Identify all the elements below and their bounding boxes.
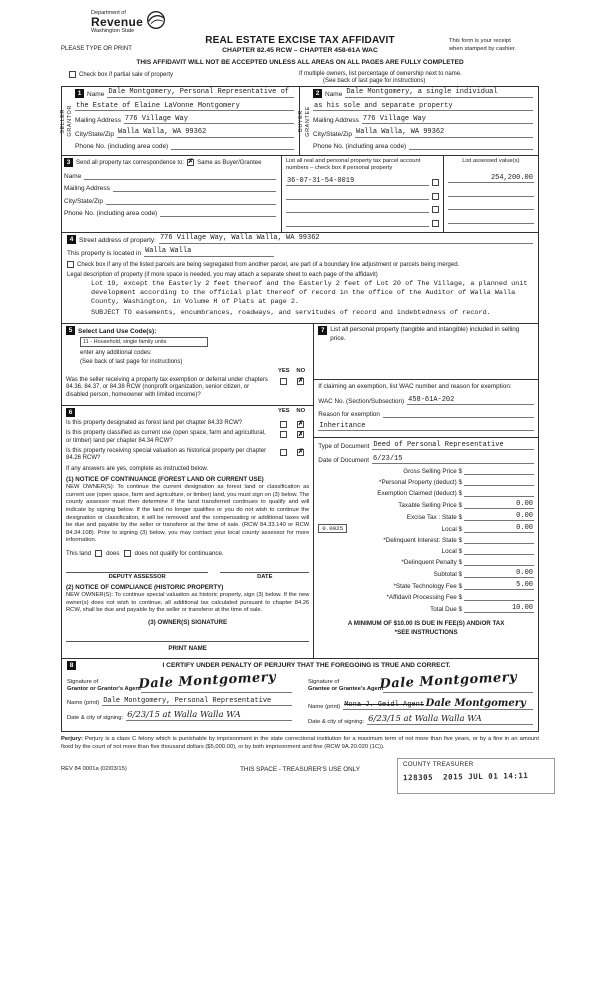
excise-tax-state-row	[318, 512, 534, 521]
tax-computation-area	[314, 438, 538, 658]
reason-exemption-label: Reason for exemption	[318, 410, 380, 418]
seller-vertical-text: SELLER	[60, 108, 67, 134]
affidavit-processing-fee-value	[464, 593, 534, 601]
buyer-grantee-vertical-label	[300, 87, 311, 155]
same-as-buyer-label: Same as Buyer/Grantee	[197, 159, 262, 166]
section-1-badge: 1	[75, 89, 84, 98]
partial-sale-checkbox	[69, 71, 76, 78]
parcel-4-blank	[286, 219, 429, 227]
grantor-signature-of-label: Signature of	[67, 678, 99, 685]
exemption-claimed-label: Exemption Claimed (deduct) $	[377, 489, 462, 497]
land-qualify-line	[66, 550, 309, 557]
form-footer	[61, 762, 539, 808]
subtotal-row	[318, 569, 534, 578]
dor-swoosh-icon	[146, 10, 166, 30]
state-technology-fee-label: *State Technology Fee $	[393, 582, 462, 590]
partial-sale-row	[69, 71, 173, 78]
reason-exemption-value: Inheritance	[318, 422, 534, 431]
buyer-phone-blank	[409, 142, 533, 150]
grantor-agent-label: Grantor or Grantor's Agent	[67, 685, 141, 692]
grantee-name-handwritten: Dale Montgomery	[425, 697, 526, 709]
parcel-3-personal-checkbox	[432, 206, 439, 213]
historic-yes-checkbox	[280, 449, 287, 456]
grantor-signature-labels	[67, 679, 141, 693]
minimum-due-note: A MINIMUM OF $10.00 IS DUE IN FEE(S) AND/OR TAX	[347, 619, 505, 627]
seller-mailing-label: Mailing Address	[75, 117, 121, 125]
exemption-deferral-question-text: Was the seller receiving a property tax exemption or deferral under chapters 84.36, 84.37, or 84.38 RCW (nonprofit organization, senior citizen, or disabled person, homeowner with limited income)?	[66, 376, 268, 398]
delinquent-interest-local-row	[318, 547, 534, 555]
seller-name-value-line1: Dale Montgomery, Personal Representative of	[107, 89, 294, 98]
excise-tax-state-label: Excise Tax : State $	[406, 513, 462, 521]
see-back-note: (See back of last page for instructions)	[323, 78, 426, 84]
buyer-name-label: Name	[325, 91, 343, 98]
correspondence-name-blank	[84, 172, 276, 180]
excise-tax-local-label: Local $	[441, 525, 462, 533]
section5-q1-no-checkbox: ✗	[298, 377, 304, 385]
logo-department-of: Department of	[91, 10, 126, 16]
rev-form-number: REV 84 0001a (02/03/15)	[61, 765, 127, 772]
correspondence-mailing-blank	[113, 184, 276, 192]
excise-tax-local-row	[318, 524, 534, 533]
affidavit-form	[61, 8, 539, 808]
exemption-claimed-row	[318, 489, 534, 497]
buyer-citystatezip-value: Walla Walla, WA 99362	[355, 129, 533, 138]
personal-property-area	[314, 324, 538, 380]
local-rate-box: 0.0025	[318, 524, 347, 533]
section-7-badge: 7	[318, 326, 327, 335]
assessed-value-1: 254,200.00	[448, 174, 534, 183]
does-checkbox	[95, 550, 102, 557]
send-correspondence-label: Send all property tax correspondence to:	[76, 159, 185, 166]
street-address-value: 776 Village Way, Walla Walla, WA 99362	[159, 235, 533, 244]
forest-land-no-checkbox: ✗	[298, 420, 304, 428]
wac-number-label: WAC No. (Section/Subsection)	[318, 398, 405, 406]
date-of-document-label: Date of Document	[318, 456, 370, 464]
correspondence-mailing-label: Mailing Address	[64, 185, 110, 193]
gross-selling-price-row	[318, 467, 534, 475]
historic-property-question	[66, 448, 309, 463]
property-located-value: Walla Walla	[144, 248, 274, 257]
buyer-name-value-line2: as his sole and separate property	[313, 103, 533, 112]
chapter-subtitle: CHAPTER 82.45 RCW – CHAPTER 458-61A WAC	[222, 47, 378, 54]
county-treasurer-box	[397, 758, 555, 794]
grantee-signature-labels	[308, 679, 383, 693]
section-buyer	[300, 87, 538, 155]
parcel-1-personal-checkbox	[432, 179, 439, 186]
grantor-signature-block	[67, 669, 292, 725]
section6-no-header: NO	[296, 408, 306, 415]
treasurer-date-stamp: 128305 2015 JUL 01 14:11	[402, 770, 529, 782]
seller-citystatezip-value: Walla Walla, WA 99362	[117, 129, 294, 138]
current-use-question-text: Is this property classified as current use (open space, farm and agricultural, or timber) land per chapter 84.34 RCW?	[66, 430, 266, 444]
seller-buyer-row	[61, 86, 539, 156]
parcel-numbers-header: List all real and personal property tax parcel account numbers – check box if personal property	[285, 158, 421, 172]
segregated-label: Check box if any of the listed parcels are being segregated from another parcel, are part of a boundary line adjustment or parcels being merged.	[77, 261, 460, 268]
correspondence-citystatezip-blank	[106, 197, 276, 205]
owners-signature-line	[66, 641, 309, 642]
form-header	[61, 8, 539, 86]
gross-selling-price-value	[464, 467, 534, 475]
grantee-vertical-text: GRANTEE	[305, 105, 311, 137]
section-7-column	[314, 324, 538, 658]
legal-description-subject-to: SUBJECT TO easements, encumbrances, roadways, and servitudes of record and indebtedness of record.	[91, 308, 491, 317]
notice-compliance-paragraph: NEW OWNER(S): To continue special valuation as historic property, sign (3) below. If the new owner(s) does not wish to continue, all additional tax calculated pursuant to chapter 84.26 RCW, shall be due and payable by the seller or transferor at the time of sale.	[66, 592, 310, 614]
correspondence-phone-label: Phone No. (including area code)	[64, 210, 158, 218]
gross-selling-price-label: Gross Selling Price $	[403, 467, 462, 475]
total-due-label: Total Due $	[430, 605, 462, 613]
correspondence-name-label: Name	[64, 172, 82, 180]
county-treasurer-label: COUNTY TREASURER	[403, 760, 474, 768]
does-label: does	[106, 550, 120, 558]
grantor-signature-scrawl: Dale Montgomery	[138, 669, 277, 693]
grantee-signature-block	[308, 669, 533, 726]
buyer-citystatezip-label: City/State/Zip	[313, 130, 353, 138]
additional-codes-label: enter any additional codes:	[80, 350, 152, 357]
deputy-assessor-signature-lines	[66, 572, 309, 573]
buyer-vertical-text: BUYER	[298, 110, 305, 132]
type-of-document-label: Type of Document	[318, 443, 370, 451]
current-use-question	[66, 430, 309, 445]
grantor-date-city-value: 6/23/15 at Walla Walla WA	[126, 711, 292, 721]
type-of-document-value: Deed of Personal Representative	[372, 441, 534, 450]
seller-citystatezip-label: City/State/Zip	[75, 130, 115, 138]
section-2-badge: 2	[313, 89, 322, 98]
section5-q1-yes-checkbox	[280, 378, 287, 385]
section-8-badge: 8	[67, 661, 76, 670]
grantee-agent-label: Grantee or Grantee's Agent	[308, 685, 384, 692]
section5-no-header: NO	[296, 368, 306, 375]
current-use-no-checkbox: ✗	[298, 430, 304, 438]
personal-property-deduct-label: *Personal Property (deduct) $	[379, 478, 462, 486]
delinquent-interest-state-label: *Delinquent Interest: State $	[383, 536, 462, 544]
tax-correspondence-column	[62, 156, 281, 232]
same-as-buyer-checkbox: ✗	[187, 158, 194, 166]
answers-yes-note: If any answers are yes, complete as instructed below.	[66, 465, 209, 472]
correspondence-citystatezip-label: City/State/Zip	[64, 197, 104, 205]
forest-land-question	[66, 420, 309, 428]
deputy-assessor-label: DEPUTY ASSESSOR	[108, 574, 166, 581]
historic-no-checkbox: ✗	[298, 448, 304, 456]
section6-yes-no-header	[275, 408, 309, 414]
section-6-designations	[62, 406, 313, 658]
delinquent-interest-local-label: Local $	[441, 547, 462, 555]
subtotal-label: Subtotal $	[433, 570, 462, 578]
exemption-note: If claiming an exemption, list WAC number and reason for exemption:	[318, 383, 512, 391]
affidavit-processing-fee-label: *Affidavit Processing Fee $	[386, 593, 462, 601]
state-technology-fee-value: 5.00	[464, 581, 534, 590]
subtotal-value: 0.00	[464, 569, 534, 578]
personal-property-deduct-row	[318, 478, 534, 486]
land-use-code-box: 11 - Household, single family units	[80, 337, 208, 347]
logo-washington-state: Washington State	[91, 28, 135, 34]
seller-name-value-line2: the Estate of Elaine LaVonne Montgomery	[75, 103, 294, 112]
completion-warning: THIS AFFIDAVIT WILL NOT BE ACCEPTED UNLESS ALL AREAS ON ALL PAGES ARE FULLY COMPLETED	[136, 59, 464, 66]
property-located-label: This property is located in	[67, 250, 142, 258]
perjury-text: Perjury is a class C felony which is punishable by imprisonment in the state correctional institution for a maximum term of not more than five years, or by a fine in an amount fixed by the court of not more than five thousand dollars ($5,000.00), or by both imprisonment and fine (RCW 9A.20.020 (1C)).	[61, 736, 539, 750]
delinquent-interest-state-row	[318, 536, 534, 544]
multiple-owners-note: If multiple owners, list percentage of ownership next to name.	[299, 71, 462, 77]
section-6-badge: 6	[66, 408, 75, 417]
logo-revenue: Revenue	[91, 15, 144, 29]
land-use-title: Select Land Use Code(s):	[78, 328, 157, 336]
section-seller	[62, 87, 300, 155]
perjury-paragraph	[61, 736, 539, 752]
affidavit-processing-fee-row	[318, 593, 534, 601]
form-title: REAL ESTATE EXCISE TAX AFFIDAVIT	[205, 35, 395, 46]
state-technology-fee-row	[318, 581, 534, 590]
assessed-value-2-blank	[448, 189, 534, 197]
buyer-phone-label: Phone No. (including area code)	[313, 143, 407, 151]
section5-yes-header: YES	[277, 368, 290, 375]
parcel-numbers-column	[281, 156, 443, 232]
exemption-claimed-value	[464, 489, 534, 497]
street-address-label: Street address of property:	[79, 236, 156, 244]
exemption-area	[314, 380, 538, 438]
section6-yes-header: YES	[277, 408, 290, 415]
seller-name-label: Name	[87, 91, 105, 98]
grantee-name-struck: Mona J. Geidl Agent	[344, 700, 425, 709]
left-column	[62, 324, 314, 658]
deputy-assessor-line	[66, 572, 208, 573]
segregated-checkbox	[67, 261, 74, 268]
section-3-correspondence-parcels	[61, 156, 539, 233]
does-not-label: does not qualify for continuance.	[134, 550, 224, 558]
section-4-property-description	[61, 233, 539, 325]
reason-exemption-blank	[383, 410, 534, 418]
personal-property-deduct-value	[464, 478, 534, 486]
partial-sale-label: Check box if partial sale of property	[79, 71, 174, 78]
notice-continuance-paragraph: NEW OWNER(S): To continue the current designation as forest land or classification as current use (open space, farm and agriculture, or timber) land, you must sign on (3) below. The county assessor must then determine if the land transferred continues to qualify and will indicate by signing below. If the land no longer qualifies or you do not wish to continue the designation or classification, it will be removed and the compensating or additional taxes will be due and payable by the seller or transferor at the time of sale. (RCW 84.33.140 or RCW 84.34.108). Prior to signing (3) below, you may contact your local county assessor for more information.	[66, 483, 310, 544]
section5-see-back: (See back of last page for instructions)	[80, 359, 183, 366]
buyer-name-value-line1: Dale Montgomery, a single individual	[345, 89, 533, 98]
grantee-name-print-value	[343, 698, 533, 711]
print-name-label: PRINT NAME	[168, 645, 207, 653]
assessed-value-3-blank	[448, 202, 534, 210]
legal-description-text: Lot 19, except the Easterly 2 feet thereof and the Easterly 2 feet of Lot 20 of The Village, a planned unit development according to the official plat thereof of record in the office of the Auditor of Walla Walla County, Washington, in Volume H of Plats at page 2.	[91, 280, 528, 306]
please-type-or-print-label: PLEASE TYPE OR PRINT	[61, 46, 132, 52]
current-use-yes-checkbox	[280, 431, 287, 438]
receipt-note-line2: when stamped by cashier.	[449, 45, 517, 52]
receipt-note	[449, 38, 539, 53]
delinquent-interest-local-value	[464, 547, 534, 555]
delinquent-penalty-row	[318, 558, 534, 566]
section5-yes-no-header	[66, 368, 309, 374]
treasurer-space-label: THIS SPACE - TREASURER'S USE ONLY	[240, 765, 360, 773]
parcel-4-personal-checkbox	[432, 220, 439, 227]
dor-logo	[91, 10, 166, 34]
taxable-selling-price-row	[318, 500, 534, 509]
grantee-signature-scrawl: Dale Montgomery	[379, 669, 518, 693]
dor-logo-text	[91, 10, 143, 34]
forest-land-yes-checkbox	[280, 421, 287, 428]
delinquent-interest-state-value	[464, 536, 534, 544]
grantee-name-print-label: Name (print)	[308, 704, 341, 711]
seller-mailing-value: 776 Village Way	[124, 116, 294, 125]
notice-continuance-heading: (1) NOTICE OF CONTINUANCE (FOREST LAND OR CURRENT USE)	[66, 475, 264, 483]
section-8-certification	[61, 659, 539, 732]
seller-grantor-vertical-label	[62, 87, 73, 155]
historic-property-question-text: Is this property receiving special valuation as historical property per chapter 84.26 RCW?	[66, 447, 267, 462]
parcel-number-value: 36-07-31-54-0019	[286, 177, 429, 186]
parcel-3-blank	[286, 205, 429, 213]
delinquent-penalty-value	[464, 558, 534, 566]
excise-tax-state-value: 0.00	[464, 512, 534, 521]
delinquent-penalty-label: *Delinquent Penalty $	[401, 558, 462, 566]
section-5-land-use	[62, 324, 313, 406]
seller-phone-label: Phone No. (including area code)	[75, 143, 169, 151]
deputy-assessor-labels	[66, 574, 309, 580]
certify-statement: I CERTIFY UNDER PENALTY OF PERJURY THAT THE FOREGOING IS TRUE AND CORRECT.	[162, 662, 451, 670]
taxable-selling-price-value: 0.00	[464, 500, 534, 509]
wac-number-value: 458-61A-202	[407, 396, 534, 405]
grantor-date-city-label: Date & city of signing:	[67, 715, 124, 722]
excise-tax-local-value: 0.00	[464, 524, 534, 533]
section-3-badge: 3	[64, 158, 73, 167]
section-5-badge: 5	[66, 326, 75, 335]
section-4-badge: 4	[67, 235, 76, 244]
sections-5-6-7-row	[61, 324, 539, 659]
date-label: DATE	[257, 574, 273, 581]
buyer-mailing-value: 776 Village Way	[362, 116, 533, 125]
grantee-signature-of-label: Signature of	[308, 678, 340, 685]
see-instructions-note: *SEE INSTRUCTIONS	[394, 628, 458, 636]
owners-signature-heading: (3) OWNER(S) SIGNATURE	[148, 619, 228, 627]
this-land-label: This land	[66, 550, 92, 558]
parcel-2-personal-checkbox	[432, 193, 439, 200]
forest-land-question-text: Is this property designated as forest land per chapter 84.33 RCW?	[66, 419, 243, 426]
total-due-value: 10.00	[464, 604, 534, 613]
assessed-values-column	[443, 156, 538, 232]
correspondence-phone-blank	[160, 209, 276, 217]
date-line	[220, 572, 309, 573]
notice-compliance-heading: (2) NOTICE OF COMPLIANCE (HISTORIC PROPERTY)	[66, 584, 224, 592]
seller-phone-blank	[171, 142, 294, 150]
taxable-selling-price-label: Taxable Selling Price $	[398, 501, 462, 509]
grantee-date-city-label: Date & city of signing:	[308, 719, 365, 726]
total-due-row	[318, 604, 534, 613]
buyer-mailing-label: Mailing Address	[313, 117, 359, 125]
personal-property-label: List all personal property (tangible and intangible) included in selling price.	[330, 326, 520, 342]
grantor-name-print-value: Dale Montgomery, Personal Representative	[102, 698, 292, 707]
assessed-values-header: List assessed value(s)	[462, 158, 520, 165]
assessed-value-4-blank	[448, 216, 534, 224]
parcel-2-blank	[286, 192, 429, 200]
receipt-note-line1: This form is your receipt	[449, 38, 511, 44]
does-not-checkbox	[124, 550, 131, 557]
legal-description-label: Legal description of property (if more space is needed, you may attach a separate sheet to each page of the affidavit)	[67, 272, 378, 279]
exemption-deferral-question	[66, 377, 309, 400]
perjury-lead: Perjury:	[61, 736, 83, 743]
grantee-date-city-value: 6/23/15 at Walla Walla WA	[367, 715, 533, 725]
grantor-vertical-text: GRANTOR	[67, 105, 73, 137]
date-of-document-value: 6/23/15	[372, 455, 534, 464]
grantor-name-print-label: Name (print)	[67, 700, 100, 707]
